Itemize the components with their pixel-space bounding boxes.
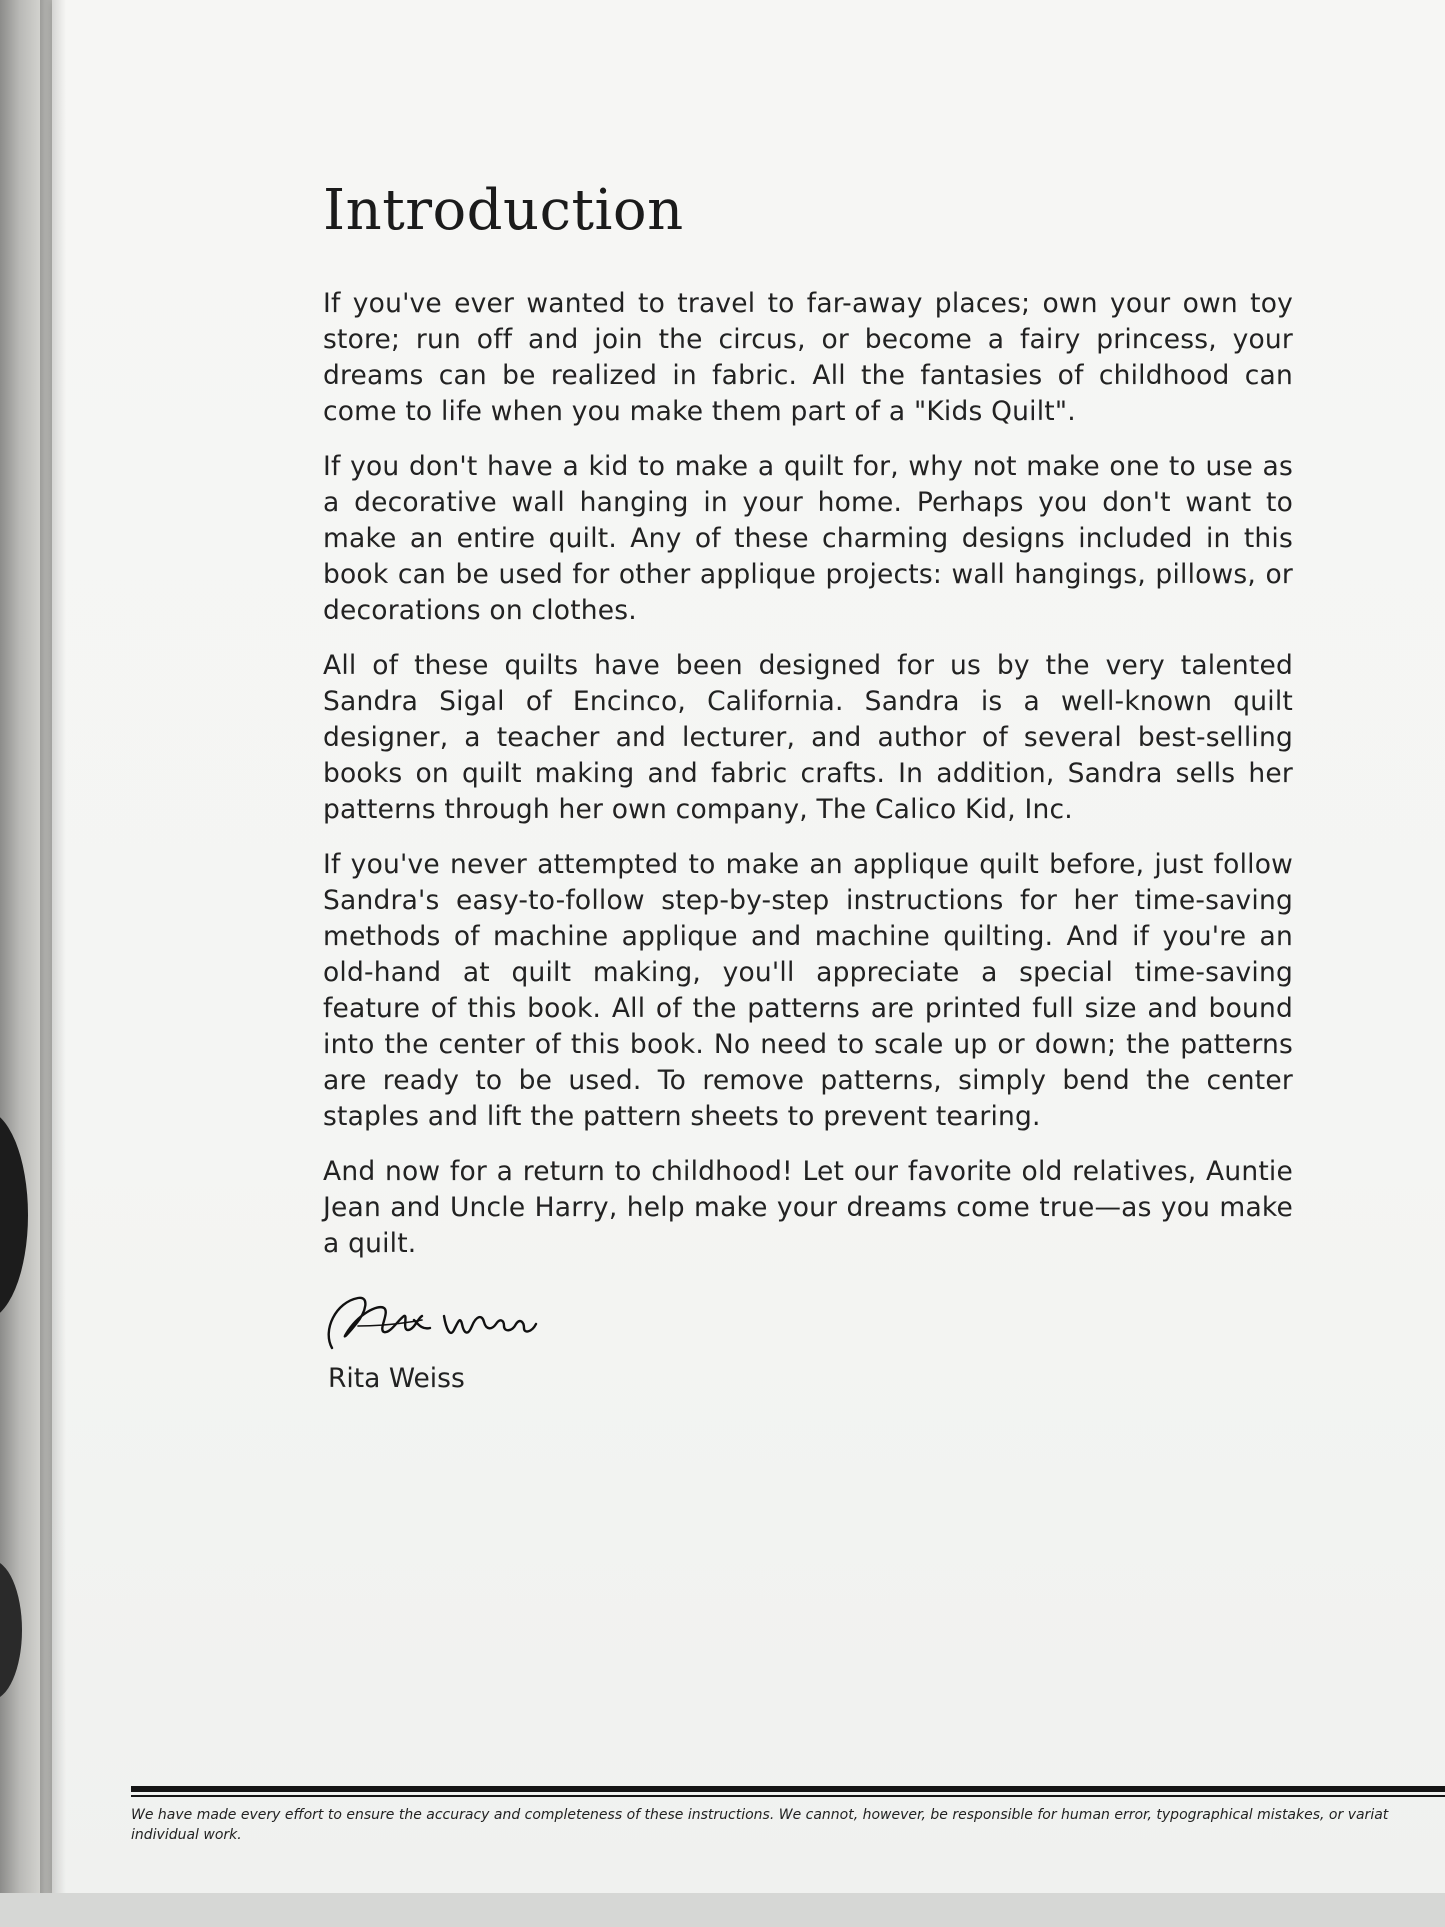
page-content <box>323 180 1293 1281</box>
author-name: Rita Weiss <box>328 1363 465 1394</box>
disclaimer <box>131 1805 1445 1845</box>
intro-paragraph: If you've ever wanted to travel to far-away places; own your own toy store; run off and join the circus, or become a fairy princess, your dreams can be realized in fabric. All the fantasies of childhood can come to life when you make them part of a "Kids Quilt". <box>323 287 1293 427</box>
page-gutter-shadow <box>40 0 66 1927</box>
table-surface <box>0 1893 1445 1927</box>
intro-paragraph: If you've never attempted to make an applique quilt before, just follow Sandra's easy-to-follow step-by-step instructions for her time-saving methods of machine applique and machine quilting. And if you're an old-hand at quilt making, you'll appreciate a special time-saving feature of this book. All of the patterns are printed full size and bound into the center of this book. No need to scale up or down; the patterns are ready to be used. To remove patterns, simply bend the center staples and lift the pattern sheets to prevent tearing. <box>323 848 1293 1132</box>
handwritten-signature <box>318 1290 548 1360</box>
disclaimer-line: individual work. <box>131 1827 242 1843</box>
footer-rule <box>131 1786 1445 1792</box>
intro-paragraph: And now for a return to childhood! Let our favorite old relatives, Auntie Jean and Uncle Harry, help make your dreams come true—as you make a quilt. <box>323 1155 1293 1259</box>
intro-paragraph: All of these quilts have been designed for us by the very talented Sandra Sigal of Encinco, California. Sandra is a well-known quilt designer, a teacher and lecturer, and author of several best-selling books on quilt making and fabric crafts. In addition, Sandra sells her patterns through her own company, The Calico Kid, Inc. <box>323 649 1293 825</box>
disclaimer-line: We have made every effort to ensure the accuracy and completeness of these instructions. We cannot, however, be responsible for human error, typographical mistakes, or variat <box>131 1807 1389 1823</box>
footer-rule <box>131 1795 1445 1797</box>
page-title: Introduction <box>323 178 684 243</box>
intro-paragraph: If you don't have a kid to make a quilt for, why not make one to use as a decorative wall hanging in your home. Perhaps you don't want to make an entire quilt. Any of these charming designs included in this book can be used for other applique projects: wall hangings, pillows, or decorations on clothes. <box>323 450 1293 626</box>
